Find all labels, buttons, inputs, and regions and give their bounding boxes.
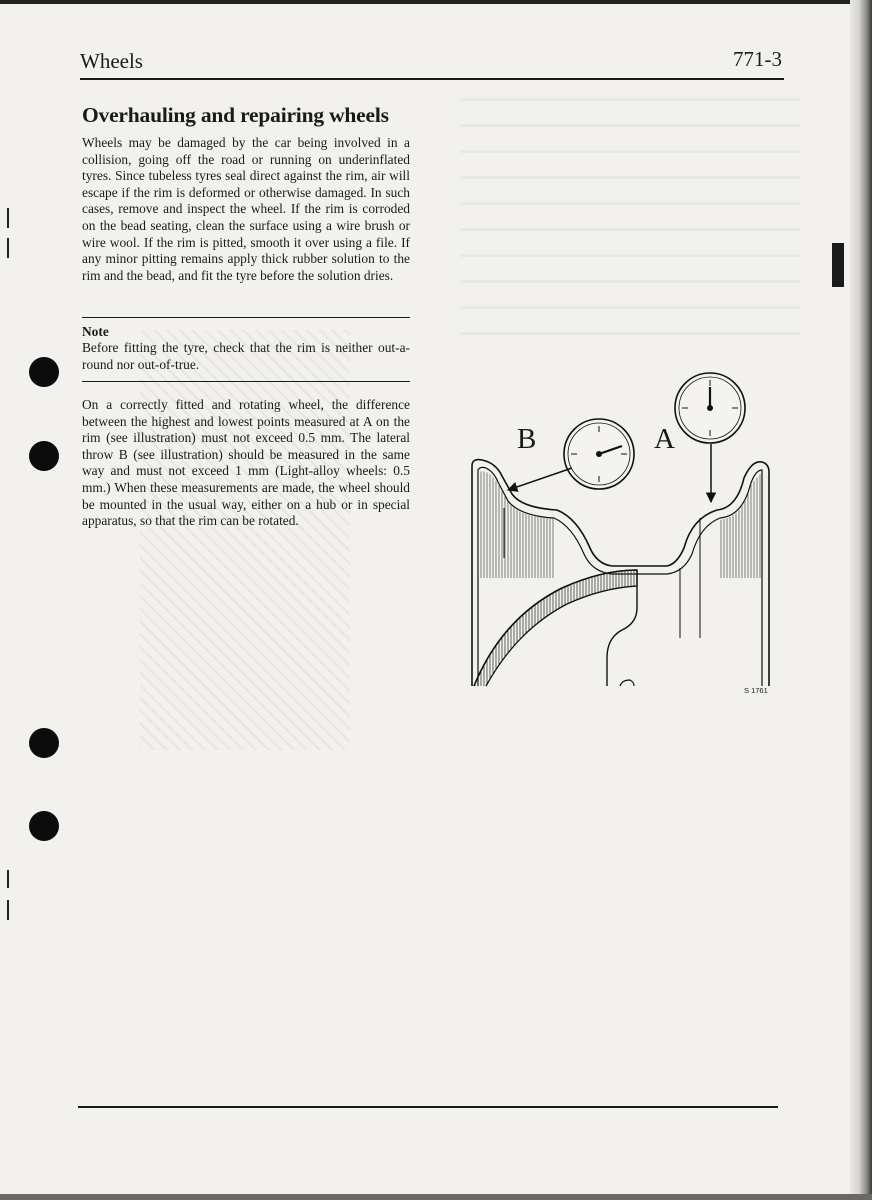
- figure-code: S 1761: [744, 686, 768, 695]
- figure-label-b: B: [517, 423, 537, 455]
- figure-label-a: A: [654, 423, 675, 455]
- page-right-edge: [850, 0, 872, 1200]
- note-text: Before fitting the tyre, check that the rim is neither out-a-round nor out-of-true.: [82, 340, 410, 372]
- margin-tab: [832, 243, 844, 287]
- dial-gauge-a: [675, 373, 745, 502]
- note-label: Note: [82, 324, 109, 339]
- footer-rule: [78, 1106, 778, 1108]
- margin-mark: [7, 870, 9, 888]
- bleed-through-shadow: [140, 330, 350, 750]
- body-paragraph: On a correctly fitted and rotating wheel, the difference between the highest and lowest points measured at A on the rim (see illustration) must not exceed 0.5 mm. The lateral throw B (see illustration) should be measured in the same way and must not exceed 1 mm (Light-alloy wheels: 0.5 mm.) When these measurements are made, the wheel should be mounted in the usual way, either on a hub or in special apparatus, so that the rim can be rotated.: [82, 397, 410, 529]
- binder-hole: [29, 441, 59, 471]
- binder-hole: [29, 811, 59, 841]
- page-top-edge: [0, 0, 872, 4]
- page-number: 771-3: [733, 47, 782, 71]
- margin-mark: [7, 900, 9, 920]
- rim-diagram: [462, 368, 782, 708]
- note-bottom-rule: [82, 381, 410, 382]
- section-title: Wheels: [80, 49, 143, 73]
- margin-mark: [7, 238, 9, 258]
- binder-hole: [29, 728, 59, 758]
- rim-measurement-illustration: [462, 368, 782, 708]
- body-paragraph: Wheels may be damaged by the car being involved in a collision, going off the road or running on underinflated tyres. Since tubeless tyres seal direct against the rim, air will escape if the rim is deformed or otherwise damaged. In such cases, remove and inspect the wheel. If the rim is corroded on the bead seating, clean the surface using a wire brush or wire wool. If the rim is pitted, smooth it over using a file. If any minor pitting remains apply thick rubber solution to the rim and the bead, and fit the tyre before the solution dries.: [82, 135, 410, 283]
- binder-hole: [29, 357, 59, 387]
- margin-mark: [7, 208, 9, 228]
- page-bottom-edge: [0, 1194, 872, 1200]
- page-header: [80, 44, 784, 80]
- note-top-rule: [82, 317, 410, 318]
- note-box: [82, 324, 410, 373]
- bleed-through-shadow-right: [460, 95, 800, 335]
- page-heading: Overhauling and repairing wheels: [82, 103, 389, 127]
